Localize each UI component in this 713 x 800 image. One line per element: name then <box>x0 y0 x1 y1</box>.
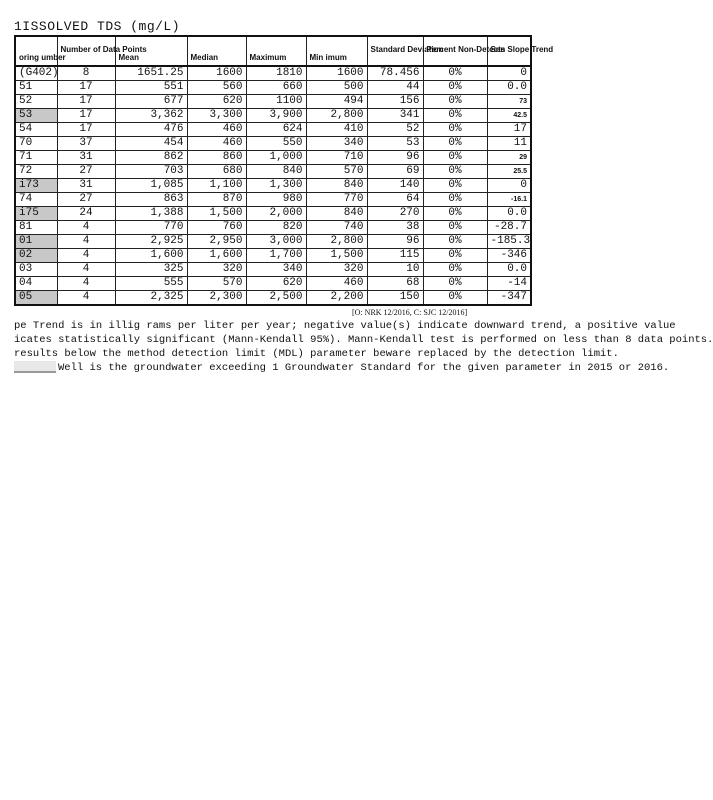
highlight-legend-swatch <box>14 361 56 373</box>
cell-sen: 11 <box>487 137 531 151</box>
cell-std: 38 <box>367 221 423 235</box>
cell-points: 4 <box>57 277 115 291</box>
col-header-sen: Sen Slope Trend <box>487 36 531 66</box>
cell-std: 270 <box>367 207 423 221</box>
col-header-points: Number of Data Points <box>57 36 115 66</box>
reviewer-signature: [O: NRK 12/2016, C: SJC 12/2016] <box>352 308 468 317</box>
cell-std: 140 <box>367 179 423 193</box>
table-row <box>15 179 531 193</box>
cell-std: 53 <box>367 137 423 151</box>
cell-nd: 0% <box>423 291 487 306</box>
cell-std: 64 <box>367 193 423 207</box>
cell-nd: 0% <box>423 207 487 221</box>
cell-mean: 677 <box>115 95 187 109</box>
cell-mean: 703 <box>115 165 187 179</box>
cell-std: 68 <box>367 277 423 291</box>
cell-nd: 0% <box>423 66 487 81</box>
cell-max: 2,000 <box>246 207 306 221</box>
cell-well: 72 <box>15 165 57 179</box>
table-row <box>15 123 531 137</box>
cell-sen: -28.7 <box>487 221 531 235</box>
cell-well: (G402) <box>15 66 57 81</box>
cell-points: 27 <box>57 165 115 179</box>
cell-max: 2,500 <box>246 291 306 306</box>
cell-nd: 0% <box>423 221 487 235</box>
cell-points: 24 <box>57 207 115 221</box>
cell-sen: 0.0 <box>487 81 531 95</box>
cell-median: 320 <box>187 263 246 277</box>
cell-max: 3,900 <box>246 109 306 123</box>
col-header-min: Min imum <box>306 36 367 66</box>
cell-sen: 0 <box>487 66 531 81</box>
cell-points: 27 <box>57 193 115 207</box>
cell-well: 05 <box>15 291 57 306</box>
cell-std: 156 <box>367 95 423 109</box>
cell-sen: -185.3 <box>487 235 531 249</box>
cell-well: 70 <box>15 137 57 151</box>
cell-sen: -16.1 <box>487 193 531 207</box>
cell-median: 1,500 <box>187 207 246 221</box>
cell-well: 52 <box>15 95 57 109</box>
cell-median: 1,100 <box>187 179 246 193</box>
cell-nd: 0% <box>423 165 487 179</box>
cell-std: 44 <box>367 81 423 95</box>
cell-points: 17 <box>57 95 115 109</box>
cell-max: 620 <box>246 277 306 291</box>
cell-well: 71 <box>15 151 57 165</box>
cell-sen: 0.0 <box>487 207 531 221</box>
cell-min: 2,800 <box>306 109 367 123</box>
cell-median: 760 <box>187 221 246 235</box>
table-row <box>15 81 531 95</box>
cell-mean: 862 <box>115 151 187 165</box>
cell-mean: 555 <box>115 277 187 291</box>
cell-min: 2,800 <box>306 235 367 249</box>
cell-median: 560 <box>187 81 246 95</box>
cell-nd: 0% <box>423 179 487 193</box>
cell-max: 1,000 <box>246 151 306 165</box>
col-header-median: Median <box>187 36 246 66</box>
footnote-4-text: Well is the groundwater exceeding 1 Groundwater Standard for the given parameter in 2015 or 2016. <box>58 362 670 374</box>
cell-sen: -346 <box>487 249 531 263</box>
cell-well: 74 <box>15 193 57 207</box>
cell-sen: 25.5 <box>487 165 531 179</box>
table-row <box>15 207 531 221</box>
cell-nd: 0% <box>423 249 487 263</box>
cell-max: 1810 <box>246 66 306 81</box>
cell-points: 31 <box>57 151 115 165</box>
cell-mean: 770 <box>115 221 187 235</box>
cell-nd: 0% <box>423 81 487 95</box>
statistics-table <box>14 35 554 306</box>
cell-std: 115 <box>367 249 423 263</box>
cell-sen: 0 <box>487 179 531 193</box>
cell-min: 410 <box>306 123 367 137</box>
cell-points: 4 <box>57 235 115 249</box>
cell-well: 54 <box>15 123 57 137</box>
table-row <box>15 221 531 235</box>
table-row <box>15 165 531 179</box>
table-row <box>15 235 531 249</box>
cell-min: 2,200 <box>306 291 367 306</box>
cell-nd: 0% <box>423 109 487 123</box>
cell-nd: 0% <box>423 137 487 151</box>
cell-median: 1,600 <box>187 249 246 263</box>
cell-min: 494 <box>306 95 367 109</box>
cell-std: 150 <box>367 291 423 306</box>
cell-sen: 0.0 <box>487 263 531 277</box>
footnote-3: results below the method detection limit (MDL) parameter beware replaced by the detection limit. <box>14 348 619 360</box>
cell-mean: 2,925 <box>115 235 187 249</box>
cell-min: 570 <box>306 165 367 179</box>
page-title: 1ISSOLVED TDS (mg/L) <box>14 19 181 34</box>
cell-mean: 3,362 <box>115 109 187 123</box>
cell-well: 51 <box>15 81 57 95</box>
cell-max: 660 <box>246 81 306 95</box>
cell-median: 870 <box>187 193 246 207</box>
cell-sen: 42.5 <box>487 109 531 123</box>
cell-well: 53 <box>15 109 57 123</box>
table-row <box>15 263 531 277</box>
cell-max: 1,300 <box>246 179 306 193</box>
cell-well: i73 <box>15 179 57 193</box>
table-header-row <box>15 36 531 66</box>
cell-min: 320 <box>306 263 367 277</box>
cell-min: 840 <box>306 207 367 221</box>
cell-median: 860 <box>187 151 246 165</box>
cell-max: 840 <box>246 165 306 179</box>
cell-min: 460 <box>306 277 367 291</box>
cell-points: 4 <box>57 291 115 306</box>
cell-mean: 325 <box>115 263 187 277</box>
cell-max: 980 <box>246 193 306 207</box>
cell-std: 69 <box>367 165 423 179</box>
cell-mean: 454 <box>115 137 187 151</box>
cell-median: 3,300 <box>187 109 246 123</box>
cell-mean: 551 <box>115 81 187 95</box>
col-header-std: Standard Deviation <box>367 36 423 66</box>
cell-sen: -347 <box>487 291 531 306</box>
cell-median: 2,950 <box>187 235 246 249</box>
cell-mean: 1,085 <box>115 179 187 193</box>
cell-max: 550 <box>246 137 306 151</box>
cell-std: 10 <box>367 263 423 277</box>
table-row <box>15 95 531 109</box>
cell-sen: 73 <box>487 95 531 109</box>
cell-mean: 476 <box>115 123 187 137</box>
table-row <box>15 193 531 207</box>
cell-mean: 1651.25 <box>115 66 187 81</box>
cell-points: 37 <box>57 137 115 151</box>
cell-min: 340 <box>306 137 367 151</box>
cell-mean: 1,600 <box>115 249 187 263</box>
cell-min: 500 <box>306 81 367 95</box>
cell-points: 4 <box>57 249 115 263</box>
table-row <box>15 291 531 306</box>
cell-nd: 0% <box>423 193 487 207</box>
footnote-2: icates statistically significant (Mann-Kendall 95%). Mann-Kendall test is performed on less than 8 data points. <box>14 334 713 346</box>
cell-well: 01 <box>15 235 57 249</box>
cell-min: 840 <box>306 179 367 193</box>
table-row <box>15 137 531 151</box>
cell-sen: -14 <box>487 277 531 291</box>
cell-well: 03 <box>15 263 57 277</box>
cell-points: 4 <box>57 221 115 235</box>
cell-max: 624 <box>246 123 306 137</box>
footnotes <box>14 319 713 375</box>
cell-min: 710 <box>306 151 367 165</box>
cell-points: 17 <box>57 81 115 95</box>
col-header-max: Maximum <box>246 36 306 66</box>
cell-median: 570 <box>187 277 246 291</box>
table-row <box>15 109 531 123</box>
cell-nd: 0% <box>423 263 487 277</box>
cell-mean: 1,388 <box>115 207 187 221</box>
table-row <box>15 66 531 81</box>
cell-points: 4 <box>57 263 115 277</box>
cell-points: 17 <box>57 123 115 137</box>
cell-std: 341 <box>367 109 423 123</box>
cell-median: 460 <box>187 137 246 151</box>
cell-max: 3,000 <box>246 235 306 249</box>
cell-nd: 0% <box>423 151 487 165</box>
cell-median: 680 <box>187 165 246 179</box>
cell-median: 460 <box>187 123 246 137</box>
cell-points: 17 <box>57 109 115 123</box>
cell-min: 770 <box>306 193 367 207</box>
cell-min: 740 <box>306 221 367 235</box>
cell-median: 1600 <box>187 66 246 81</box>
cell-std: 96 <box>367 151 423 165</box>
col-header-well: oring umber <box>15 36 57 66</box>
cell-well: 04 <box>15 277 57 291</box>
cell-max: 820 <box>246 221 306 235</box>
cell-max: 1,700 <box>246 249 306 263</box>
cell-max: 1100 <box>246 95 306 109</box>
cell-mean: 863 <box>115 193 187 207</box>
col-header-mean: Mean <box>115 36 187 66</box>
footnote-1: pe Trend is in illig rams per liter per year; negative value(s) indicate downward trend, a positive value <box>14 320 676 332</box>
table-row <box>15 277 531 291</box>
cell-mean: 2,325 <box>115 291 187 306</box>
cell-median: 620 <box>187 95 246 109</box>
cell-std: 52 <box>367 123 423 137</box>
table-row <box>15 151 531 165</box>
cell-well: 02 <box>15 249 57 263</box>
cell-std: 96 <box>367 235 423 249</box>
cell-median: 2,300 <box>187 291 246 306</box>
col-header-nd: Percent Non-Detects <box>423 36 487 66</box>
cell-min: 1600 <box>306 66 367 81</box>
cell-sen: 17 <box>487 123 531 137</box>
cell-std: 78.456 <box>367 66 423 81</box>
cell-points: 8 <box>57 66 115 81</box>
cell-well: 81 <box>15 221 57 235</box>
footnote-4 <box>14 361 670 375</box>
cell-nd: 0% <box>423 235 487 249</box>
cell-nd: 0% <box>423 123 487 137</box>
cell-min: 1,500 <box>306 249 367 263</box>
cell-max: 340 <box>246 263 306 277</box>
cell-nd: 0% <box>423 277 487 291</box>
cell-nd: 0% <box>423 95 487 109</box>
cell-points: 31 <box>57 179 115 193</box>
cell-sen: 29 <box>487 151 531 165</box>
table-row <box>15 249 531 263</box>
cell-well: i75 <box>15 207 57 221</box>
